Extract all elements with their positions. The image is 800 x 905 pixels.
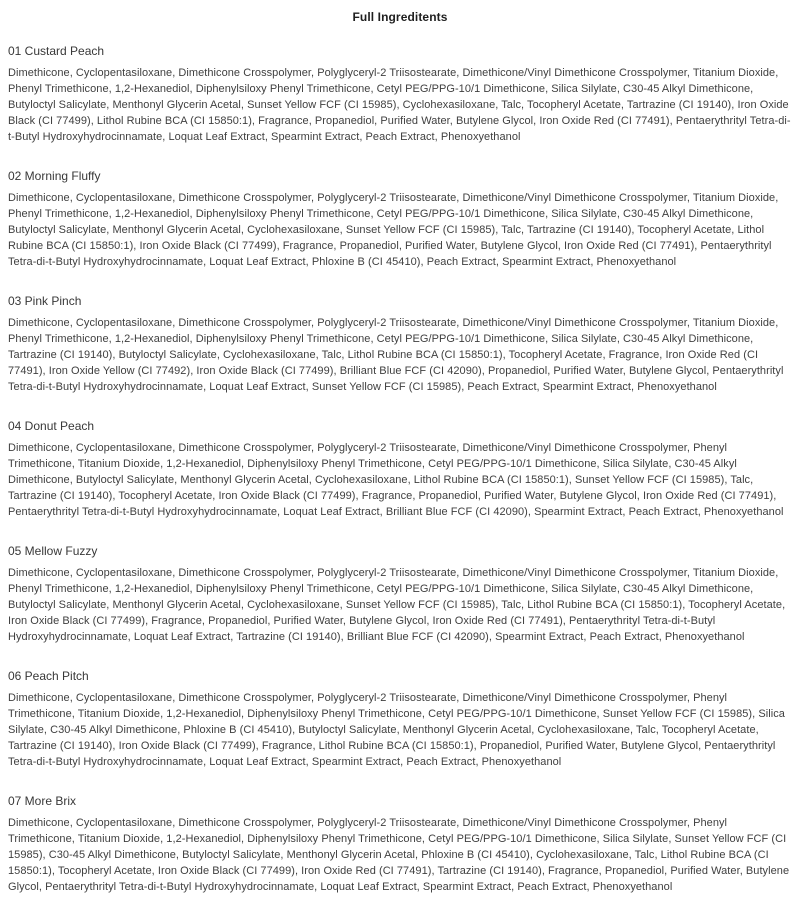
section-heading-peach-pitch: 06 Peach Pitch xyxy=(8,669,89,683)
ingredient-list-custard-peach: Dimethicone, Cyclopentasiloxane, Dimethicone Crosspolymer, Polyglyceryl-2 Triisostearate, Dimethicone/Vinyl Dimethicone Crosspolymer, Titanium Dioxide, Phenyl Trimethicone, 1,2-Hexanediol, Diphenylsiloxy Phenyl Trimethicone, Cetyl PEG/PPG-10/1 Dimethicone, Silica Silylate, C30-45 Alkyl Dimethicone, Butyloctyl Salicylate, Menthonyl Glycerin Acetal, Sunset Yellow FCF (CI 15985), Cyclohexasiloxane, Talc, Tocopheryl Acetate, Tartrazine (CI 19140), Iron Oxide Black (CI 77499), Lithol Rubine BCA (CI 15850:1), Fragrance, Propanediol, Purified Water, Butylene Glycol, Iron Oxide Red (CI 77491), Pentaerythrityl Tetra-di-t-Butyl Hydroxyhydrocinnamate, Loquat Leaf Extract, Spearmint Extract, Peach Extract, Phenoxyethanol xyxy=(8,67,791,143)
section-heading-mellow-fuzzy: 05 Mellow Fuzzy xyxy=(8,544,98,558)
section-heading-more-brix: 07 More Brix xyxy=(8,794,77,808)
ingredient-section-02 xyxy=(8,169,792,270)
ingredient-section-03 xyxy=(8,294,792,395)
ingredient-section-01 xyxy=(8,44,792,145)
ingredient-section-06 xyxy=(8,669,792,770)
ingredient-section-05 xyxy=(8,544,792,645)
ingredient-list-pink-pinch: Dimethicone, Cyclopentasiloxane, Dimethicone Crosspolymer, Polyglyceryl-2 Triisostearate, Dimethicone/Vinyl Dimethicone Crosspolymer, Titanium Dioxide, Phenyl Trimethicone, 1,2-Hexanediol, Diphenylsiloxy Phenyl Trimethicone, Cetyl PEG/PPG-10/1 Dimethicone, Silica Silylate, C30-45 Alkyl Dimethicone, Tartrazine (CI 19140), Butyloctyl Salicylate, Cyclohexasiloxane, Talc, Lithol Rubine BCA (CI 15850:1), Tocopheryl Acetate, Fragrance, Iron Oxide Red (CI 77491), Iron Oxide Yellow (CI 77492), Iron Oxide Black (CI 77499), Brilliant Blue FCF (CI 42090), Propanediol, Purified Water, Butylene Glycol, Pentaerythrityl Tetra-di-t-Butyl Hydroxyhydrocinnamate, Loquat Leaf Extract, Sunset Yellow FCF (CI 15985), Peach Extract, Spearmint Extract, Phenoxyethanol xyxy=(8,317,784,393)
ingredient-list-peach-pitch: Dimethicone, Cyclopentasiloxane, Dimethicone Crosspolymer, Polyglyceryl-2 Triisostearate, Dimethicone/Vinyl Dimethicone Crosspolymer, Phenyl Trimethicone, Titanium Dioxide, 1,2-Hexanediol, Diphenylsiloxy Phenyl Trimethicone, Cetyl PEG/PPG-10/1 Dimethicone, Sunset Yellow FCF (CI 15985), Silica Silylate, C30-45 Alkyl Dimethicone, Phloxine B (CI 45410), Butyloctyl Salicylate, Menthonyl Glycerin Acetal, Cyclohexasiloxane, Talc, Tocopheryl Acetate, Tartrazine (CI 19140), Iron Oxide Black (CI 77499), Fragrance, Lithol Rubine BCA (CI 15850:1), Propanediol, Purified Water, Butylene Glycol, Pentaerythrityl Tetra-di-t-Butyl Hydroxyhydrocinnamate, Loquat Leaf Extract, Spearmint Extract, Peach Extract, Phenoxyethanol xyxy=(8,692,785,768)
page-title: Full Ingreditents xyxy=(352,10,448,24)
section-heading-donut-peach: 04 Donut Peach xyxy=(8,419,95,433)
ingredient-list-mellow-fuzzy: Dimethicone, Cyclopentasiloxane, Dimethicone Crosspolymer, Polyglyceryl-2 Triisostearate, Dimethicone/Vinyl Dimethicone Crosspolymer, Titanium Dioxide, Phenyl Trimethicone, 1,2-Hexanediol, Diphenylsiloxy Phenyl Trimethicone, Cetyl PEG/PPG-10/1 Dimethicone, Silica Silylate, C30-45 Alkyl Dimethicone, Butyloctyl Salicylate, Menthonyl Glycerin Acetal, Cyclohexasiloxane, Sunset Yellow FCF (CI 15985), Talc, Lithol Rubine BCA (CI 15850:1), Tocopheryl Acetate, Iron Oxide Black (CI 77499), Fragrance, Propanediol, Purified Water, Butylene Glycol, Iron Oxide Red (CI 77491), Pentaerythrityl Tetra-di-t-Butyl Hydroxyhydrocinnamate, Loquat Leaf Extract, Tartrazine (CI 19140), Brilliant Blue FCF (CI 42090), Spearmint Extract, Peach Extract, Phenoxyethanol xyxy=(8,567,786,643)
section-heading-pink-pinch: 03 Pink Pinch xyxy=(8,294,82,308)
ingredient-list-donut-peach: Dimethicone, Cyclopentasiloxane, Dimethicone Crosspolymer, Polyglyceryl-2 Triisostearate, Dimethicone/Vinyl Dimethicone Crosspolymer, Phenyl Trimethicone, Titanium Dioxide, 1,2-Hexanediol, Diphenylsiloxy Phenyl Trimethicone, Cetyl PEG/PPG-10/1 Dimethicone, Silica Silylate, C30-45 Alkyl Dimethicone, Butyloctyl Salicylate, Menthonyl Glycerin Acetal, Cyclohexasiloxane, Lithol Rubine BCA (CI 15850:1), Sunset Yellow FCF (CI 15985), Talc, Tartrazine (CI 19140), Tocopheryl Acetate, Iron Oxide Black (CI 77499), Fragrance, Propanediol, Purified Water, Butylene Glycol, Iron Oxide Red (CI 77491), Pentaerythrityl Tetra-di-t-Butyl Hydroxyhydrocinnamate, Loquat Leaf Extract, Brilliant Blue FCF (CI 42090), Spearmint Extract, Peach Extract, Phenoxyethanol xyxy=(8,442,784,518)
ingredient-list-more-brix: Dimethicone, Cyclopentasiloxane, Dimethicone Crosspolymer, Polyglyceryl-2 Triisostearate, Dimethicone/Vinyl Dimethicone Crosspolymer, Phenyl Trimethicone, Titanium Dioxide, 1,2-Hexanediol, Diphenylsiloxy Phenyl Trimethicone, Cetyl PEG/PPG-10/1 Dimethicone, Silica Silylate, Sunset Yellow FCF (CI 15985), C30-45 Alkyl Dimethicone, Butyloctyl Salicylate, Menthonyl Glycerin Acetal, Phloxine B (CI 45410), Cyclohexasiloxane, Talc, Lithol Rubine BCA (CI 15850:1), Tocopheryl Acetate, Iron Oxide Black (CI 77499), Iron Oxide Red (CI 77491), Tartrazine (CI 19140), Fragrance, Propanediol, Purified Water, Butylene Glycol, Pentaerythrityl Tetra-di-t-Butyl Hydroxyhydrocinnamate, Loquat Leaf Extract, Spearmint Extract, Peach Extract, Phenoxyethanol xyxy=(8,817,790,893)
section-heading-morning-fluffy: 02 Morning Fluffy xyxy=(8,169,101,183)
ingredient-section-04 xyxy=(8,419,792,520)
ingredient-list-morning-fluffy: Dimethicone, Cyclopentasiloxane, Dimethicone Crosspolymer, Polyglyceryl-2 Triisostearate, Dimethicone/Vinyl Dimethicone Crosspolymer, Titanium Dioxide, Phenyl Trimethicone, 1,2-Hexanediol, Diphenylsiloxy Phenyl Trimethicone, Cetyl PEG/PPG-10/1 Dimethicone, Silica Silylate, C30-45 Alkyl Dimethicone, Butyloctyl Salicylate, Menthonyl Glycerin Acetal, Cyclohexasiloxane, Sunset Yellow FCF (CI 15985), Talc, Tartrazine (CI 19140), Tocopheryl Acetate, Lithol Rubine BCA (CI 15850:1), Iron Oxide Black (CI 77499), Fragrance, Propanediol, Purified Water, Butylene Glycol, Iron Oxide Red (CI 77491), Pentaerythrityl Tetra-di-t-Butyl Hydroxyhydrocinnamate, Loquat Leaf Extract, Phloxine B (CI 45410), Peach Extract, Spearmint Extract, Phenoxyethanol xyxy=(8,192,779,268)
section-heading-custard-peach: 01 Custard Peach xyxy=(8,44,105,58)
ingredient-section-07 xyxy=(8,794,792,895)
